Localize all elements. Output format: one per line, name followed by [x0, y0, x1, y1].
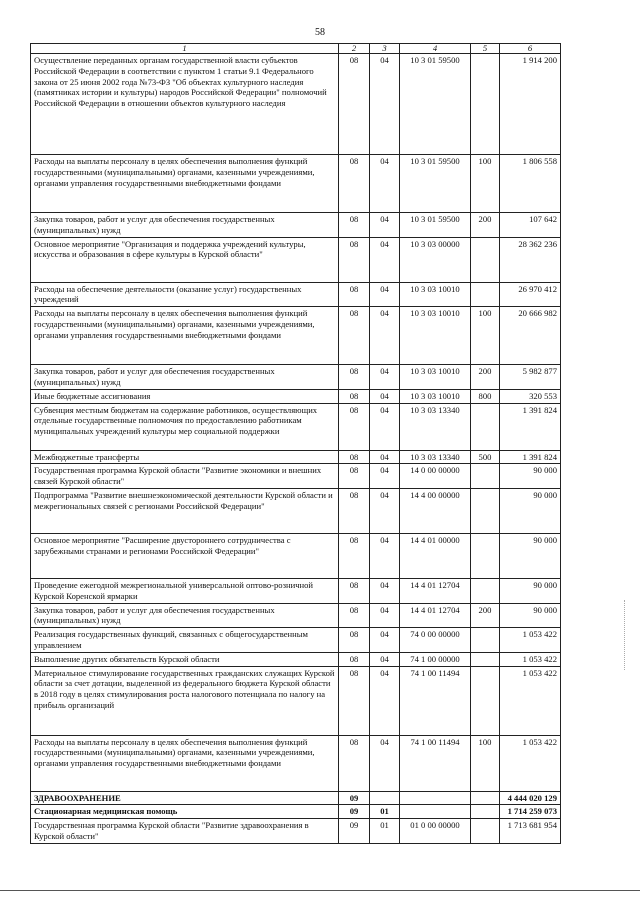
table-row — [31, 578, 561, 603]
section-code-cell: 08 — [339, 464, 370, 489]
expense-type-cell — [471, 54, 500, 155]
row-name-cell: Реализация государственных функций, связанных с общегосударственным управлением — [31, 628, 339, 653]
row-name-cell: Расходы на обеспечение деятельности (оказание услуг) государственных учреждений — [31, 282, 339, 307]
subsection-code-cell: 04 — [370, 155, 400, 213]
row-name-cell: Иные бюджетные ассигнования — [31, 389, 339, 403]
target-article-cell: 74 1 00 00000 — [400, 652, 471, 666]
expense-type-cell: 200 — [471, 365, 500, 390]
table-row — [31, 533, 561, 578]
table-row — [31, 488, 561, 533]
amount-cell: 1 391 824 — [500, 403, 561, 450]
amount-cell: 26 970 412 — [500, 282, 561, 307]
target-article-cell: 14 4 00 00000 — [400, 488, 471, 533]
target-article-cell: 10 3 03 10010 — [400, 389, 471, 403]
table-row — [31, 54, 561, 155]
expense-type-cell — [471, 488, 500, 533]
expense-type-cell — [471, 666, 500, 735]
row-name-cell: Субвенция местным бюджетам на содержание работников, осуществляющих отдельные государственные полномочия по предоставлению работникам муниципальных учреждений культуры мер социальной поддержки — [31, 403, 339, 450]
target-article-cell: 74 1 00 11494 — [400, 666, 471, 735]
budget-table — [30, 43, 561, 844]
section-code-cell: 08 — [339, 282, 370, 307]
row-name-cell: Закупка товаров, работ и услуг для обеспечения государственных (муниципальных) нужд — [31, 213, 339, 238]
subsection-code-cell: 04 — [370, 464, 400, 489]
section-code-cell: 08 — [339, 213, 370, 238]
amount-cell: 1 713 681 954 — [500, 819, 561, 844]
subsection-code-cell: 04 — [370, 282, 400, 307]
target-article-cell: 14 4 01 12704 — [400, 603, 471, 628]
table-row — [31, 603, 561, 628]
header-cell: 4 — [400, 44, 471, 54]
amount-cell: 1 053 422 — [500, 628, 561, 653]
expense-type-cell — [471, 628, 500, 653]
target-article-cell: 10 3 03 10010 — [400, 282, 471, 307]
expense-type-cell: 800 — [471, 389, 500, 403]
subsection-code-cell: 04 — [370, 652, 400, 666]
subsection-code-cell: 01 — [370, 805, 400, 819]
table-row — [31, 450, 561, 464]
page-number: 58 — [315, 27, 325, 38]
expense-type-cell: 200 — [471, 603, 500, 628]
expense-type-cell: 500 — [471, 450, 500, 464]
table-row — [31, 307, 561, 365]
subsection-code-cell: 04 — [370, 213, 400, 238]
target-article-cell: 74 0 00 00000 — [400, 628, 471, 653]
row-name-cell: Расходы на выплаты персоналу в целях обеспечения выполнения функций государственными (муниципальными) органами, казенными учреждениями, органами управления государственными внебюджетными фондами — [31, 155, 339, 213]
header-row — [31, 44, 561, 54]
subsection-code-cell — [370, 791, 400, 805]
amount-cell: 1 053 422 — [500, 666, 561, 735]
table-row — [31, 735, 561, 791]
amount-cell: 90 000 — [500, 578, 561, 603]
subsection-code-cell: 04 — [370, 628, 400, 653]
expense-type-cell — [471, 805, 500, 819]
amount-cell: 107 642 — [500, 213, 561, 238]
section-code-cell: 08 — [339, 54, 370, 155]
section-code-cell: 08 — [339, 735, 370, 791]
subsection-code-cell: 04 — [370, 488, 400, 533]
table-row — [31, 791, 561, 805]
target-article-cell: 10 3 03 10010 — [400, 365, 471, 390]
subsection-code-cell: 04 — [370, 307, 400, 365]
row-name-cell: Материальное стимулирование государственных гражданских служащих Курской области за счет дотации, выделенной из федерального бюджета Курской области в 2018 году в целях стимулирования роста налогового потенциала по налогу на прибыль организаций — [31, 666, 339, 735]
target-article-cell: 01 0 00 00000 — [400, 819, 471, 844]
table-row — [31, 464, 561, 489]
subsection-code-cell: 04 — [370, 237, 400, 282]
section-code-cell: 09 — [339, 819, 370, 844]
amount-cell: 1 391 824 — [500, 450, 561, 464]
amount-cell: 90 000 — [500, 533, 561, 578]
row-name-cell: Осуществление переданных органам государственной власти субъектов Российской Федерации в соответствии с пунктом 1 статьи 9.1 Федерального закона от 25 июня 2002 года №73-ФЗ "Об объектах культурного наследия (памятниках истории и культуры) народов Российской Федерации" полномочий Российской Федерации в отношении объектов культурного наследия — [31, 54, 339, 155]
subsection-code-cell: 04 — [370, 450, 400, 464]
margin-mark — [624, 600, 626, 670]
header-cell: 3 — [370, 44, 400, 54]
amount-cell: 1 714 259 073 — [500, 805, 561, 819]
table-row — [31, 237, 561, 282]
header-cell: 6 — [500, 44, 561, 54]
row-name-cell: Основное мероприятие "Расширение двустороннего сотрудничества с зарубежными странами и регионами Российской Федерации" — [31, 533, 339, 578]
table-row — [31, 389, 561, 403]
section-code-cell: 08 — [339, 652, 370, 666]
subsection-code-cell: 04 — [370, 533, 400, 578]
expense-type-cell — [471, 464, 500, 489]
table-row — [31, 805, 561, 819]
section-code-cell: 08 — [339, 307, 370, 365]
section-code-cell: 08 — [339, 403, 370, 450]
target-article-cell: 14 0 00 00000 — [400, 464, 471, 489]
amount-cell: 5 982 877 — [500, 365, 561, 390]
section-code-cell: 08 — [339, 628, 370, 653]
section-code-cell: 08 — [339, 155, 370, 213]
amount-cell: 90 000 — [500, 603, 561, 628]
expense-type-cell — [471, 533, 500, 578]
amount-cell: 1 053 422 — [500, 652, 561, 666]
header-cell: 1 — [31, 44, 339, 54]
row-name-cell: Государственная программа Курской области "Развитие здравоохранения в Курской области" — [31, 819, 339, 844]
row-name-cell: ЗДРАВООХРАНЕНИЕ — [31, 791, 339, 805]
target-article-cell: 10 3 03 00000 — [400, 237, 471, 282]
subsection-code-cell: 04 — [370, 54, 400, 155]
expense-type-cell — [471, 403, 500, 450]
expense-type-cell — [471, 652, 500, 666]
table-row — [31, 155, 561, 213]
target-article-cell: 14 4 01 12704 — [400, 578, 471, 603]
row-name-cell: Выполнение других обязательств Курской области — [31, 652, 339, 666]
subsection-code-cell: 04 — [370, 389, 400, 403]
row-name-cell: Межбюджетные трансферты — [31, 450, 339, 464]
section-code-cell: 08 — [339, 603, 370, 628]
amount-cell: 28 362 236 — [500, 237, 561, 282]
section-code-cell: 08 — [339, 237, 370, 282]
section-code-cell: 08 — [339, 578, 370, 603]
section-code-cell: 08 — [339, 666, 370, 735]
target-article-cell: 10 3 03 10010 — [400, 307, 471, 365]
row-name-cell: Расходы на выплаты персоналу в целях обеспечения выполнения функций государственными (муниципальными) органами, казенными учреждениями, органами управления государственными внебюджетными фондами — [31, 307, 339, 365]
section-code-cell: 09 — [339, 805, 370, 819]
amount-cell: 90 000 — [500, 488, 561, 533]
table-row — [31, 365, 561, 390]
target-article-cell: 10 3 01 59500 — [400, 54, 471, 155]
target-article-cell: 10 3 03 13340 — [400, 450, 471, 464]
row-name-cell: Закупка товаров, работ и услуг для обеспечения государственных (муниципальных) нужд — [31, 603, 339, 628]
expense-type-cell: 100 — [471, 155, 500, 213]
row-name-cell: Проведение ежегодной межрегиональной универсальной оптово-розничной Курской Коренской ярмарки — [31, 578, 339, 603]
amount-cell: 1 053 422 — [500, 735, 561, 791]
subsection-code-cell: 01 — [370, 819, 400, 844]
header-cell: 2 — [339, 44, 370, 54]
amount-cell: 4 444 020 129 — [500, 791, 561, 805]
amount-cell: 20 666 982 — [500, 307, 561, 365]
row-name-cell: Основное мероприятие "Организация и поддержка учреждений культуры, искусства и образования в сфере культуры в Курской области" — [31, 237, 339, 282]
subsection-code-cell: 04 — [370, 403, 400, 450]
target-article-cell: 74 1 00 11494 — [400, 735, 471, 791]
amount-cell: 320 553 — [500, 389, 561, 403]
row-name-cell: Закупка товаров, работ и услуг для обеспечения государственных (муниципальных) нужд — [31, 365, 339, 390]
table-row — [31, 652, 561, 666]
subsection-code-cell: 04 — [370, 735, 400, 791]
section-code-cell: 08 — [339, 533, 370, 578]
expense-type-cell — [471, 282, 500, 307]
amount-cell: 1 806 558 — [500, 155, 561, 213]
target-article-cell: 10 3 01 59500 — [400, 155, 471, 213]
expense-type-cell — [471, 791, 500, 805]
target-article-cell: 10 3 03 13340 — [400, 403, 471, 450]
section-code-cell: 08 — [339, 488, 370, 533]
section-code-cell: 08 — [339, 450, 370, 464]
expense-type-cell — [471, 237, 500, 282]
target-article-cell: 10 3 01 59500 — [400, 213, 471, 238]
target-article-cell — [400, 805, 471, 819]
row-name-cell: Расходы на выплаты персоналу в целях обеспечения выполнения функций государственными (муниципальными) органами, казенными учреждениями, органами управления государственными внебюджетными фондами — [31, 735, 339, 791]
subsection-code-cell: 04 — [370, 365, 400, 390]
section-code-cell: 08 — [339, 389, 370, 403]
table-row — [31, 819, 561, 844]
table-row — [31, 282, 561, 307]
table-row — [31, 628, 561, 653]
table-row — [31, 213, 561, 238]
subsection-code-cell: 04 — [370, 603, 400, 628]
target-article-cell: 14 4 01 00000 — [400, 533, 471, 578]
row-name-cell: Подпрограмма "Развитие внешнеэкономической деятельности Курской области и межрегиональных связей с регионами Российской Федерации" — [31, 488, 339, 533]
table-row — [31, 666, 561, 735]
row-name-cell: Стационарная медицинская помощь — [31, 805, 339, 819]
expense-type-cell: 100 — [471, 735, 500, 791]
section-code-cell: 08 — [339, 365, 370, 390]
subsection-code-cell: 04 — [370, 578, 400, 603]
expense-type-cell: 100 — [471, 307, 500, 365]
target-article-cell — [400, 791, 471, 805]
amount-cell: 90 000 — [500, 464, 561, 489]
expense-type-cell — [471, 819, 500, 844]
row-name-cell: Государственная программа Курской области "Развитие экономики и внешних связей Курской области" — [31, 464, 339, 489]
table-row — [31, 403, 561, 450]
amount-cell: 1 914 200 — [500, 54, 561, 155]
expense-type-cell — [471, 578, 500, 603]
bottom-rule — [0, 890, 640, 891]
expense-type-cell: 200 — [471, 213, 500, 238]
subsection-code-cell: 04 — [370, 666, 400, 735]
section-code-cell: 09 — [339, 791, 370, 805]
header-cell: 5 — [471, 44, 500, 54]
